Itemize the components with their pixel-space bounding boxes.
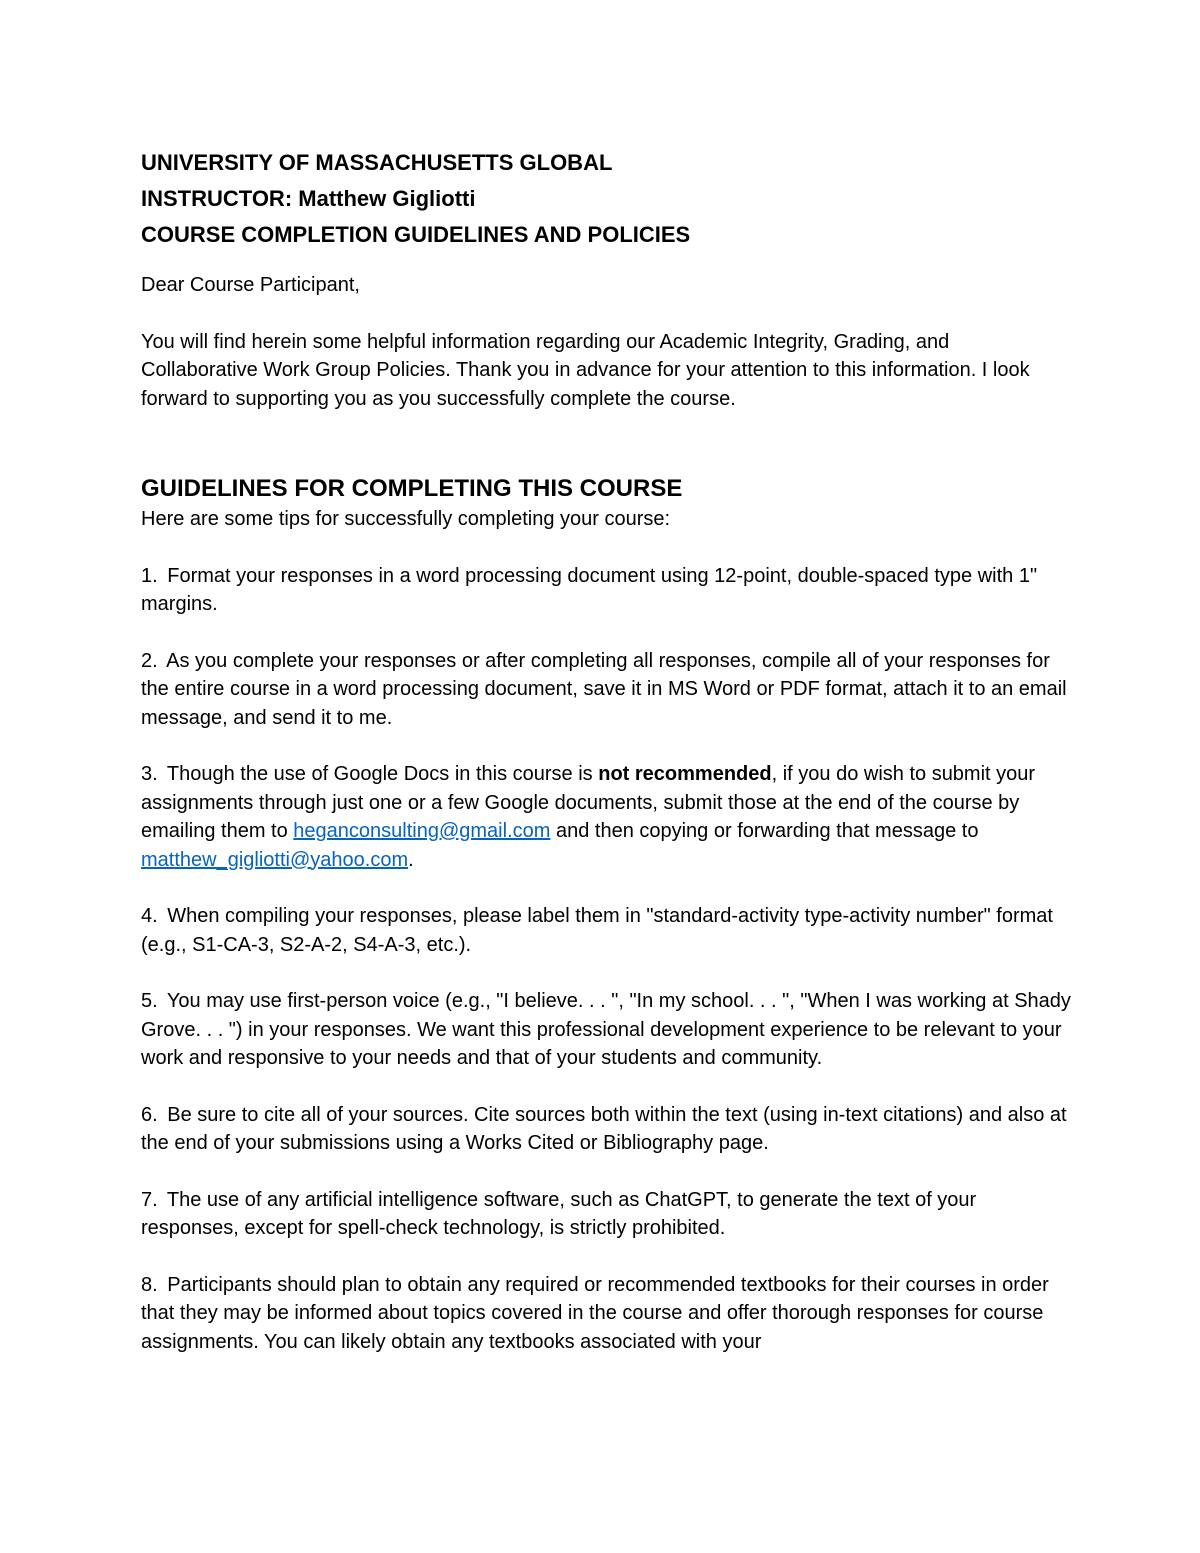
guidelines-heading: GUIDELINES FOR COMPLETING THIS COURSE: [141, 475, 683, 502]
item-text: The use of any artificial intelligence software, such as ChatGPT, to generate the text of your responses, except for spell-check technology, is strictly prohibited.: [141, 1188, 977, 1239]
guideline-item-8: [141, 1271, 1071, 1357]
item-text: As you complete your responses or after completing all responses, compile all of your responses for the entire course in a word processing document, save it in MS Word or PDF format, attach it to an email message, and send it to me.: [141, 649, 1067, 729]
guideline-item-3: [141, 760, 1071, 874]
item-text-part-a: Though the use of Google Docs in this course is: [166, 763, 599, 785]
guideline-item-7: [141, 1186, 1071, 1243]
instructor-line: INSTRUCTOR: Matthew Gigliotti: [141, 186, 476, 211]
guideline-item-6: [141, 1101, 1071, 1158]
item-text: When compiling your responses, please label them in "standard-activity type-activity number" format (e.g., S1-CA-3, S2-A-2, S4-A-3, etc.).: [141, 905, 1053, 956]
intro-paragraph: You will find herein some helpful information regarding our Academic Integrity, Grading, and Collaborative Work Group Policies. Thank you in advance for your attention to this information. I look forward to supporting you as you successfully complete the course.: [141, 330, 1030, 410]
university-name: UNIVERSITY OF MASSACHUSETTS GLOBAL: [141, 150, 613, 175]
item-text: Participants should plan to obtain any required or recommended textbooks for their courses in order that they may be informed about topics covered in the course and offer thorough responses for course assignments. You can likely obtain any textbooks associated with your: [141, 1273, 1049, 1353]
item-number: 1.: [141, 564, 158, 587]
guideline-item-5: [141, 987, 1071, 1073]
item-number: 8.: [141, 1273, 158, 1296]
item-number: 4.: [141, 905, 158, 927]
item-number: 7.: [141, 1188, 158, 1211]
item-number: 2.: [141, 649, 158, 672]
document-page: [141, 145, 1071, 1356]
not-recommended-emphasis: not recommended: [598, 763, 772, 785]
item-text: Format your responses in a word processing document using 12-point, double-spaced type with 1" margins.: [141, 564, 1038, 615]
guideline-item-1: [141, 562, 1071, 619]
item-text: Be sure to cite all of your sources. Cite sources both within the text (using in-text citations) and also at the end of your submissions using a Works Cited or Bibliography page.: [141, 1103, 1067, 1154]
hegan-consulting-email-link[interactable]: heganconsulting@gmail.com: [293, 820, 551, 842]
guideline-item-4: [141, 902, 1071, 959]
item-text-part-b: , if you do wish to submit your assignments through just one or a few Google documents, submit those at the end of the course by emailing them to: [141, 763, 1036, 842]
item-text-part-d: .: [408, 848, 414, 871]
item-text-part-c: and then copying or forwarding that message to: [550, 820, 979, 842]
item-number: 5.: [141, 990, 158, 1012]
item-text: You may use first-person voice (e.g., "I believe. . . ", "In my school. . . ", "When I was working at Shady Grove. . . ") in your responses. We want this professional development experience to be relevant to your work and responsive to your needs and that of your students and community.: [141, 990, 1071, 1069]
guidelines-subheading: Here are some tips for successfully completing your course:: [141, 508, 671, 530]
item-number: 6.: [141, 1103, 158, 1126]
document-title: COURSE COMPLETION GUIDELINES AND POLICIES: [141, 222, 691, 247]
instructor-email-link[interactable]: matthew_gigliotti@yahoo.com: [141, 848, 409, 871]
salutation: Dear Course Participant,: [141, 274, 360, 296]
item-number: 3.: [141, 763, 158, 785]
guideline-item-2: [141, 647, 1071, 733]
